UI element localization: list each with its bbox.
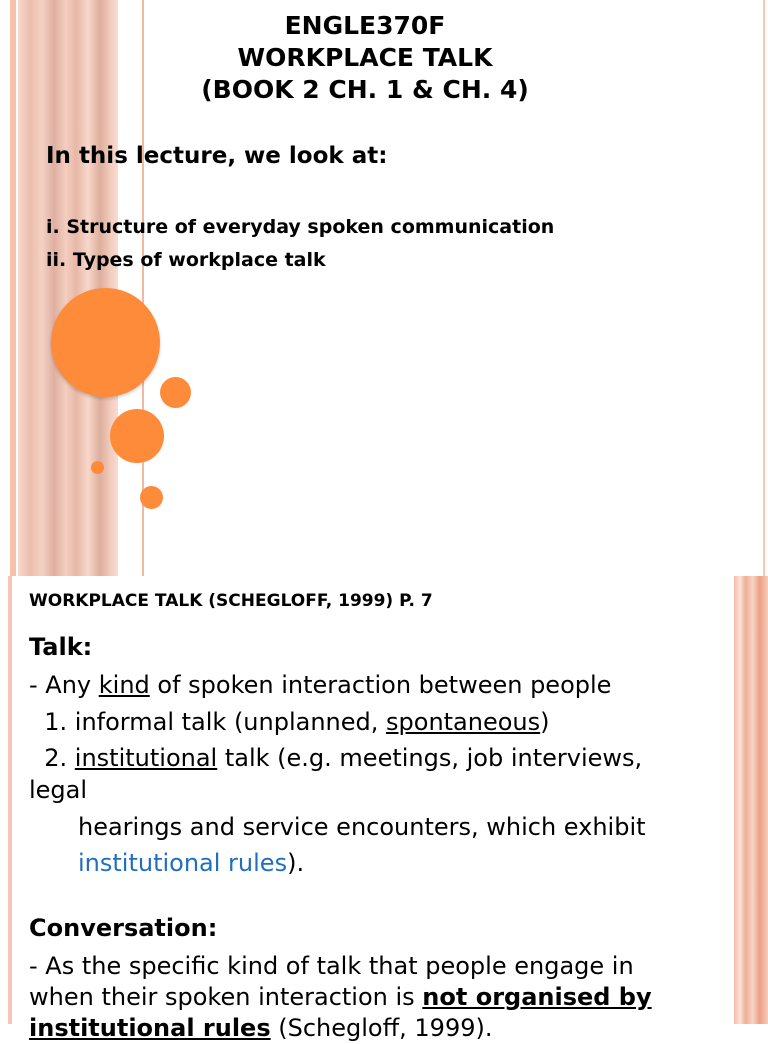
list-item-wrap: legal [29,776,88,804]
conversation-definition: institutional rules (Schegloff, 1999). [29,1014,493,1042]
list-item-continuation: institutional rules). [78,849,305,877]
emphasis-text: institutional rules [29,1014,271,1042]
slide-workplace-talk [0,576,768,1042]
lecture-intro: In this lecture, we look at: [46,143,388,169]
decorative-line [763,0,765,576]
decorative-line [8,576,12,1024]
list-item-continuation: hearings and service encounters, which exhibit [78,813,646,841]
decorative-circle [160,377,191,408]
decorative-circle [110,409,164,463]
list-item-informal: 1. informal talk (unplanned, spontaneous) [29,708,550,736]
topic-item: ii. Types of workplace talk [46,249,326,271]
decorative-stripe [10,0,16,576]
conversation-definition: - As the specific kind of talk that people engage in [29,952,634,980]
talk-label: Talk: [29,633,93,661]
title-line-topic: WORKPLACE TALK [237,43,493,72]
term-spontaneous: spontaneous [386,708,541,736]
term-kind: kind [98,671,150,699]
topic-item: i. Structure of everyday spoken communication [46,216,555,238]
list-item-institutional: 2. institutional talk (e.g. meetings, job interviews, [29,744,643,772]
conversation-label: Conversation: [29,914,218,942]
decorative-circle [91,461,104,474]
conversation-definition: when their spoken interaction is not organised by [29,983,652,1011]
slide-title-text [140,10,590,106]
decorative-circle [51,288,160,397]
institutional-rules-link[interactable]: institutional rules [78,849,288,877]
decorative-stripe-band [734,576,768,1024]
talk-definition: - Any kind of spoken interaction between people [29,671,612,699]
decorative-circle [140,486,163,509]
emphasis-text: not organised by [422,983,652,1011]
title-line-course: ENGLE370F [284,11,446,40]
title-line-chapters: (BOOK 2 CH. 1 & CH. 4) [201,75,529,104]
slide-heading: WORKPLACE TALK (SCHEGLOFF, 1999) P. 7 [29,591,433,611]
term-institutional: institutional [74,744,218,772]
